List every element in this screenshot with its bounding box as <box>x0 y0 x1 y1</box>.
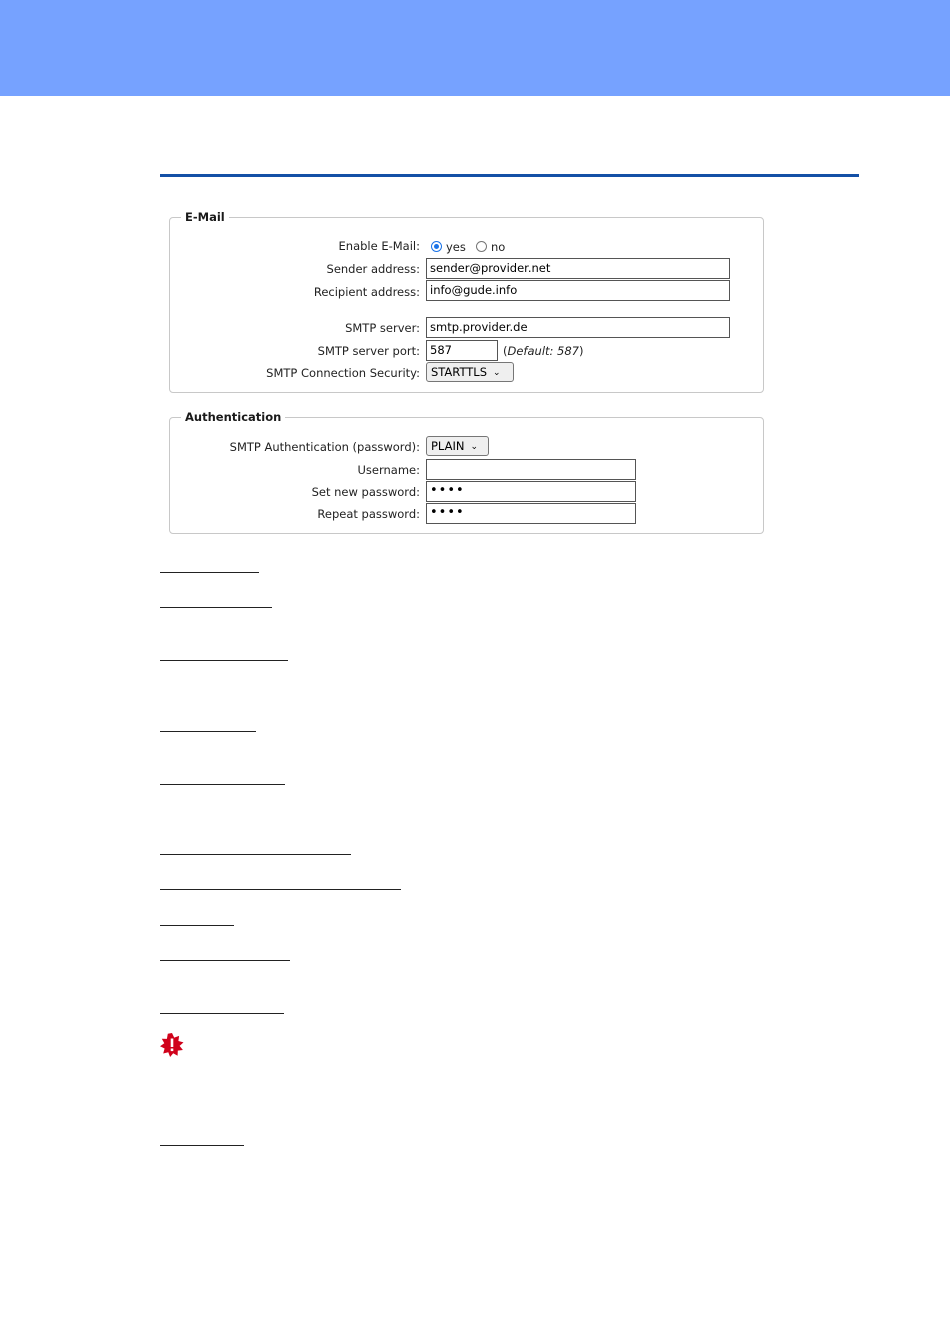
smtp-port-default-hint: (Default: 587) <box>503 344 584 358</box>
smtp-port-label: SMTP server port: <box>317 344 420 358</box>
heading-underline <box>160 854 351 855</box>
username-input[interactable] <box>426 459 636 480</box>
warning-burst-icon <box>160 1033 184 1057</box>
heading-underline <box>160 889 401 890</box>
sender-address-label: Sender address: <box>326 262 420 276</box>
recipient-address-label: Recipient address: <box>313 285 420 299</box>
heading-underline <box>160 572 259 573</box>
recipient-address-input[interactable]: info@gude.info <box>426 280 730 301</box>
smtp-port-input[interactable]: 587 <box>426 340 498 361</box>
chevron-down-icon: ⌄ <box>470 442 479 452</box>
repeat-password-label: Repeat password: <box>317 507 420 521</box>
smtp-server-label: SMTP server: <box>345 321 420 335</box>
enable-email-yes-radio[interactable] <box>431 241 442 252</box>
connection-security-value: STARTTLS <box>431 365 488 379</box>
smtp-auth-select[interactable] <box>426 436 489 456</box>
heading-underline <box>160 731 256 732</box>
new-password-input[interactable]: •••• <box>426 481 636 502</box>
smtp-auth-label: SMTP Authentication (password): <box>229 440 420 454</box>
enable-email-no-radio[interactable] <box>476 241 487 252</box>
smtp-server-input[interactable]: smtp.provider.de <box>426 317 730 338</box>
section-divider <box>160 174 859 177</box>
enable-email-yes-label[interactable]: yes <box>446 240 466 254</box>
sender-address-input[interactable]: sender@provider.net <box>426 258 730 279</box>
heading-underline <box>160 960 290 961</box>
header-banner <box>0 0 950 96</box>
smtp-auth-value: PLAIN <box>431 439 465 453</box>
heading-underline <box>160 925 234 926</box>
enable-email-label: Enable E-Mail: <box>338 239 420 253</box>
connection-security-label: SMTP Connection Security: <box>266 366 420 380</box>
authentication-legend: Authentication <box>185 410 282 424</box>
connection-security-select[interactable] <box>426 362 514 382</box>
enable-email-no-label[interactable]: no <box>491 240 506 254</box>
heading-underline <box>160 1013 284 1014</box>
heading-underline <box>160 660 288 661</box>
heading-underline <box>160 607 272 608</box>
email-legend: E-Mail <box>185 210 225 224</box>
new-password-label: Set new password: <box>311 485 420 499</box>
username-label: Username: <box>357 463 420 477</box>
heading-underline <box>160 784 285 785</box>
chevron-down-icon: ⌄ <box>493 368 501 378</box>
heading-underline <box>160 1145 244 1146</box>
repeat-password-input[interactable]: •••• <box>426 503 636 524</box>
